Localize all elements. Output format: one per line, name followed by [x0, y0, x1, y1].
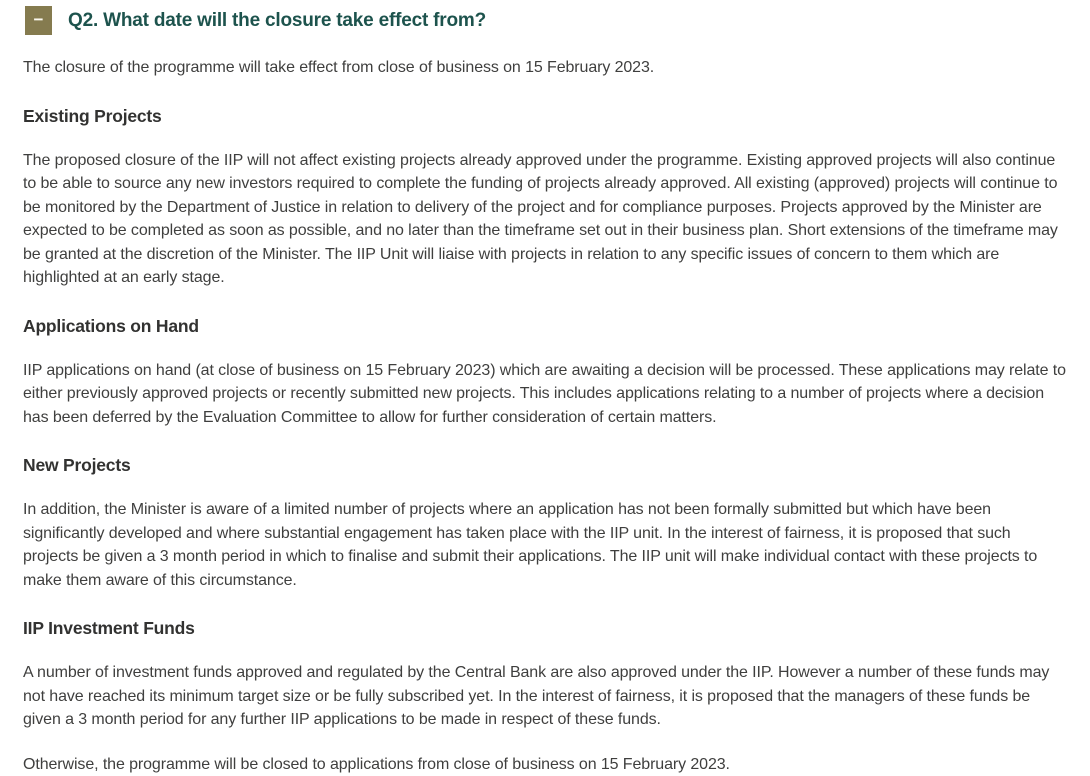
faq-answer-body — [23, 35, 1068, 776]
section-heading-existing-projects: Existing Projects — [23, 101, 1068, 127]
section-heading-applications-on-hand: Applications on Hand — [23, 311, 1068, 337]
section-paragraph-existing-projects: The proposed closure of the IIP will not affect existing projects already approved under the programme. Existing approved projects will also continue to be able to source any new investors required to complete the funding of projects already approved. All existing (approved) projects will continue to be monitored by the Department of Justice in relation to delivery of the project and for compliance purposes. Projects approved by the Minister are expected to be completed as soon as possible, and no later than the timeframe set out in their business plan. Short extensions of the timeframe may be granted at the discretion of the Minister. The IIP Unit will liaise with projects in relation to any specific issues of concern to them which are highlighted at an early stage. — [23, 149, 1068, 290]
faq-question-row[interactable] — [23, 0, 1068, 35]
answer-intro-paragraph: The closure of the programme will take effect from close of business on 15 February 2023. — [23, 56, 1068, 80]
section-paragraph-new-projects: In addition, the Minister is aware of a limited number of projects where an application has not been formally submitted but which have been significantly developed and where substantial engagement has taken place with the IIP unit. In the interest of fairness, it is proposed that such projects be given a 3 month period in which to finalise and submit their applications. The IIP unit will make individual contact with these projects to make them aware of this circumstance. — [23, 498, 1068, 592]
section-paragraph-applications-on-hand: IIP applications on hand (at close of business on 15 February 2023) which are awaiting a decision will be processed. These applications may relate to either previously approved projects or recently submitted new projects. This includes applications relating to a number of projects where a decision has been deferred by the Evaluation Committee to allow for further consideration of certain matters. — [23, 359, 1068, 430]
minus-icon: − — [34, 11, 44, 28]
section-heading-iip-investment-funds: IIP Investment Funds — [23, 613, 1068, 639]
answer-closing-paragraph: Otherwise, the programme will be closed to applications from close of business on 15 February 2023. — [23, 753, 1068, 776]
section-paragraph-iip-investment-funds: A number of investment funds approved and regulated by the Central Bank are also approved under the IIP. However a number of these funds may not have reached its minimum target size or be fully subscribed yet. In the interest of fairness, it is proposed that the managers of these funds be given a 3 month period for any further IIP applications to be made in respect of these funds. — [23, 661, 1068, 732]
section-heading-new-projects: New Projects — [23, 450, 1068, 476]
faq-question-title[interactable]: Q2. What date will the closure take effect from? — [68, 10, 486, 32]
collapse-button[interactable] — [25, 6, 52, 35]
